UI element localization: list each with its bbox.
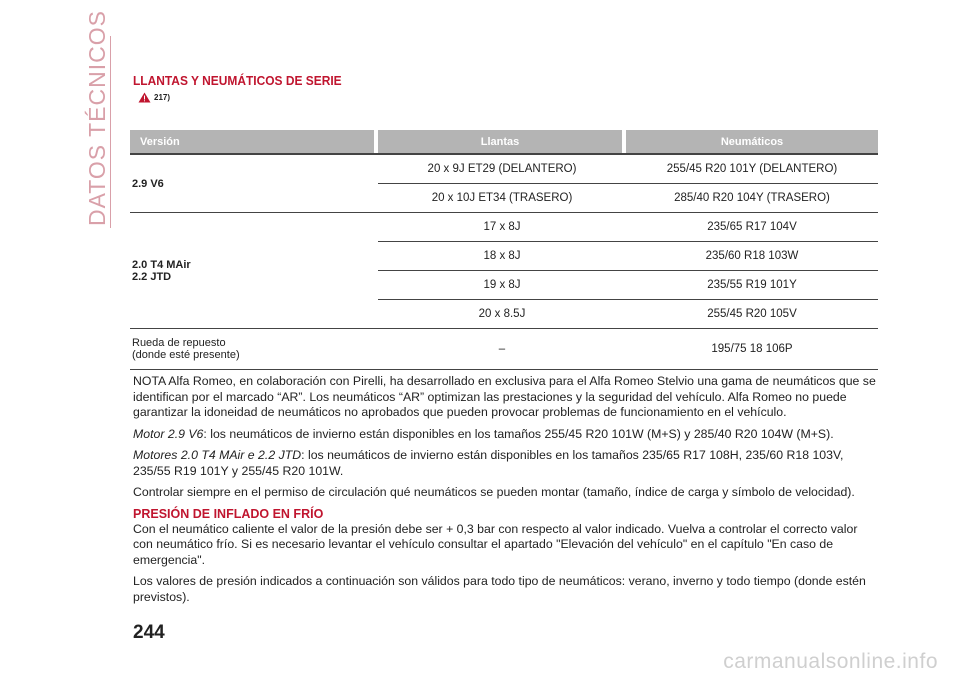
table-group-t4-jtd xyxy=(130,213,878,329)
tyre-cell: 195/75 18 106P xyxy=(711,343,793,355)
rim-cell: 17 x 8J xyxy=(483,221,521,233)
rim-cell: 20 x 10J ET34 (TRASERO) xyxy=(431,192,573,204)
table-group-v6 xyxy=(130,155,878,213)
tyre-cell: 255/45 R20 101Y (DELANTERO) xyxy=(666,163,838,175)
table-row xyxy=(378,329,878,369)
group-label-line: (donde esté presente) xyxy=(132,349,240,361)
table-group-spare xyxy=(130,329,878,370)
group-label-line: 2.0 T4 MAir xyxy=(132,258,191,271)
tyre-cell: 235/60 R18 103W xyxy=(705,250,799,262)
tyre-cell: 285/40 R20 104Y (TRASERO) xyxy=(674,192,830,204)
group-label xyxy=(130,329,378,369)
other-engines-paragraph xyxy=(133,448,879,479)
header-version: Versión xyxy=(130,130,374,153)
v6-winter-text: : los neumáticos de invierno están disponibles en los tamaños 255/45 R20 101W (M+S) y 285/40 R20 104W (M+S). xyxy=(203,426,834,441)
group-label-line: 2.2 JTD xyxy=(132,270,172,283)
chapter-side-rule xyxy=(110,36,111,228)
group-label xyxy=(130,155,378,212)
tyre-cell: 235/55 R19 101Y xyxy=(707,279,797,291)
pressure-paragraph-1: Con el neumático caliente el valor de la presión debe ser + 0,3 bar con respecto al valor indicado. Vuelva a controlar el correcto valor con neumático frío. Si es necesario levantar el vehículo consultar el apartado "Elevación del vehículo" en el capítulo "En caso de emergencia". xyxy=(133,521,858,567)
table-row xyxy=(378,184,878,212)
body-text xyxy=(133,374,879,611)
warning-reference xyxy=(138,92,170,103)
section-title: LLANTAS Y NEUMÁTICOS DE SERIE xyxy=(133,73,342,88)
header-rims: Llantas xyxy=(378,130,622,153)
check-paragraph: Controlar siempre en el permiso de circulación qué neumáticos se pueden montar (tamaño, índice de carga y símbolo de velocidad). xyxy=(133,485,855,499)
other-engines-text: : los neumáticos de invierno están disponibles en los tamaños 235/65 R17 108H, 235/60 R18 103V, 235/55 R19 101Y y 255/45 R20 101W. xyxy=(133,448,844,478)
rim-cell: 18 x 8J xyxy=(483,250,521,262)
page-number: 244 xyxy=(133,622,165,643)
table-row xyxy=(378,213,878,242)
tyre-table xyxy=(130,130,878,370)
table-header xyxy=(130,130,878,153)
table-row xyxy=(378,300,878,328)
group-label xyxy=(130,213,378,328)
warning-triangle-icon xyxy=(138,92,151,103)
group-label-line: Rueda de repuesto xyxy=(132,337,226,349)
other-engines-label: Motores 2.0 T4 MAir e 2.2 JTD xyxy=(133,448,302,462)
v6-winter-paragraph xyxy=(133,427,879,443)
rim-cell: 20 x 9J ET29 (DELANTERO) xyxy=(427,163,577,175)
pressure-paragraph-2: Los valores de presión indicados a continuación son válidos para todo tipo de neumáticos: verano, inverno y todo tiempo (donde estén previstos). xyxy=(133,574,866,604)
rim-cell: 20 x 8.5J xyxy=(478,308,526,320)
table-row xyxy=(378,242,878,271)
rim-cell: 19 x 8J xyxy=(483,279,521,291)
tyre-cell: 235/65 R17 104V xyxy=(707,221,797,233)
rim-cell: – xyxy=(498,343,506,355)
pressure-title: PRESIÓN DE INFLADO EN FRÍO xyxy=(133,506,324,521)
tyre-cell: 255/45 R20 105V xyxy=(707,308,797,320)
header-tyres: Neumáticos xyxy=(626,130,878,153)
chapter-side-title: DATOS TÉCNICOS xyxy=(84,10,110,226)
table-row xyxy=(378,155,878,184)
group-label-line: 2.9 V6 xyxy=(132,177,164,190)
note-paragraph: NOTA Alfa Romeo, en colaboración con Pirelli, ha desarrollado en exclusiva para el Alfa Romeo Stelvio una gama de neumáticos que se identifican por el marcado “AR”. Los neumáticos “AR” optimizan las prestaciones y la seguridad del vehículo. Alfa Romeo no puede garantizar la idoneidad de neumáticos no aprobados que pueden provocar problemas de funcionamiento en el vehículo. xyxy=(133,374,876,419)
v6-engine-label: Motor 2.9 V6 xyxy=(133,426,204,441)
watermark: carmanualsonline.info xyxy=(723,650,938,673)
table-row xyxy=(378,271,878,300)
warning-ref-number: 217) xyxy=(154,93,171,102)
